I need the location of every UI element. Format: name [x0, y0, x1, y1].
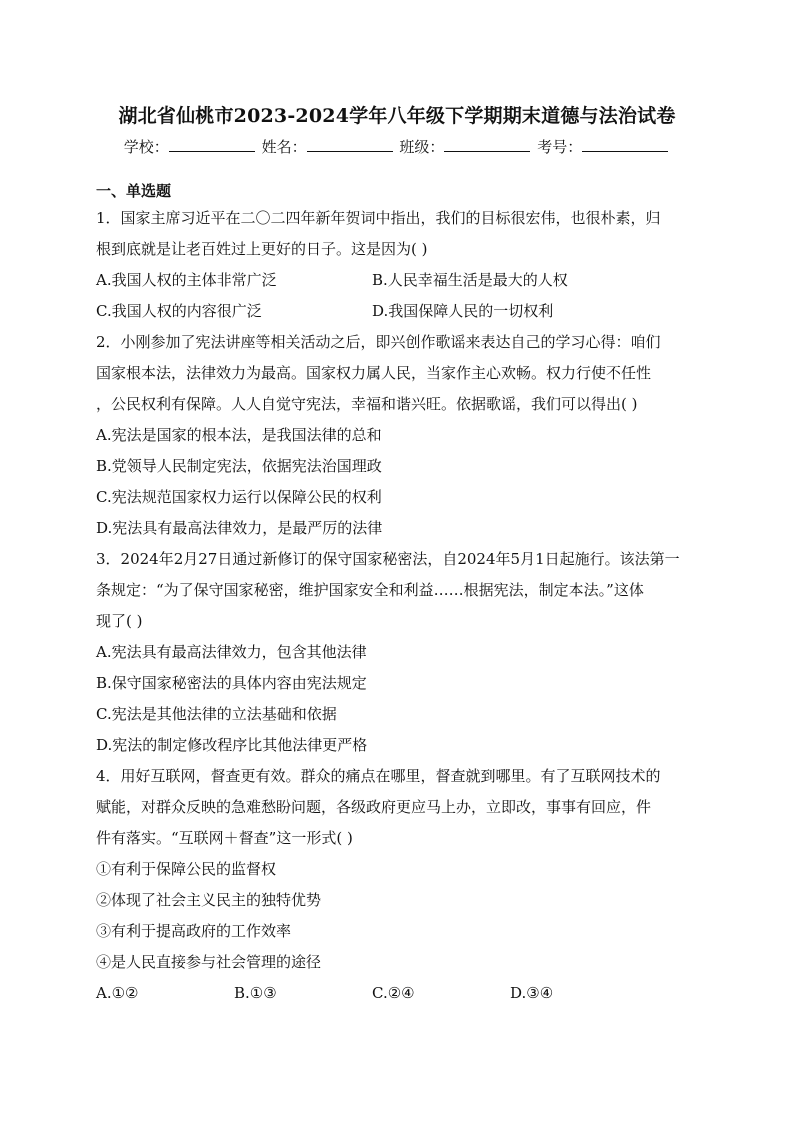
question-area — [96, 180, 702, 1009]
exam-number-label: 考号： — [537, 138, 583, 156]
question-4-stem-line: 件有落实。“互联网＋督查”这一形式( ) — [96, 829, 353, 847]
statement-1: ①有利于保障公民的监督权 — [96, 860, 277, 878]
option-c[interactable]: C.宪法是其他法律的立法基础和依据 — [96, 705, 337, 723]
question-2-stem-line: 国家根本法，法律效力为最高。国家权力属人民，当家作主心欢畅。权力行使不任性 — [96, 364, 652, 382]
option-c[interactable]: C.我国人权的内容很广泛 — [96, 302, 262, 320]
name-blank[interactable] — [307, 137, 393, 152]
class-label: 班级： — [399, 138, 445, 156]
question-3-stem-line: 3．2024年2月27日通过新修订的保守国家秘密法，自2024年5月1日起施行。该法第一 — [96, 550, 680, 568]
question-3-stem-line: 条规定：“为了保守国家秘密，维护国家安全和利益……根据宪法，制定本法。”这体 — [96, 581, 644, 599]
option-c[interactable]: C.宪法规范国家权力运行以保障公民的权利 — [96, 488, 382, 506]
question-4-stem-line: 赋能，对群众反映的急难愁盼问题，各级政府更应马上办，立即改，事事有回应，件 — [96, 798, 652, 816]
statement-4: ④是人民直接参与社会管理的途径 — [96, 953, 322, 971]
statement-3: ③有利于提高政府的工作效率 — [96, 922, 292, 940]
class-blank[interactable] — [444, 137, 530, 152]
student-info-row — [0, 136, 794, 157]
school-blank[interactable] — [169, 137, 255, 152]
question-2 — [96, 327, 702, 544]
name-label: 姓名： — [261, 138, 307, 156]
question-2-stem-line: 2．小刚参加了宪法讲座等相关活动之后，即兴创作歌谣来表达自己的学习心得：咱们 — [96, 333, 661, 351]
option-a[interactable]: A.宪法是国家的根本法，是我国法律的总和 — [96, 426, 382, 444]
question-1-options-row — [96, 296, 702, 327]
option-d[interactable]: D.③④ — [510, 984, 554, 1002]
question-2-stem-line: ，公民权利有保障。人人自觉守宪法，幸福和谐兴旺。依据歌谣，我们可以得出( ) — [96, 395, 638, 413]
question-3 — [96, 544, 702, 761]
option-a[interactable]: A.我国人权的主体非常广泛 — [96, 271, 277, 289]
question-4-stem-line: 4．用好互联网，督查更有效。群众的痛点在哪里，督查就到哪里。有了互联网技术的 — [96, 767, 661, 785]
question-1-stem-line: 1．国家主席习近平在二〇二四年新年贺词中指出，我们的目标很宏伟，也很朴素，归 — [96, 209, 661, 227]
option-c[interactable]: C.②④ — [372, 984, 415, 1002]
option-b[interactable]: B.党领导人民制定宪法，依据宪法治国理政 — [96, 457, 382, 475]
option-b[interactable]: B.人民幸福生活是最大的人权 — [372, 271, 568, 289]
option-b[interactable]: B.保守国家秘密法的具体内容由宪法规定 — [96, 674, 367, 692]
exam-title: 湖北省仙桃市2023-2024学年八年级下学期期末道德与法治试卷 — [118, 105, 676, 127]
option-a[interactable]: A.①② — [96, 984, 139, 1002]
question-1-options-row — [96, 265, 702, 296]
question-1 — [96, 203, 702, 327]
question-1-stem-line: 根到底就是让老百姓过上更好的日子。这是因为( ) — [96, 240, 428, 258]
option-d[interactable]: D.宪法的制定修改程序比其他法律更严格 — [96, 736, 368, 754]
option-d[interactable]: D.我国保障人民的一切权利 — [372, 302, 554, 320]
question-4-options-row — [96, 978, 702, 1009]
option-d[interactable]: D.宪法具有最高法律效力，是最严厉的法律 — [96, 519, 383, 537]
question-3-stem-line: 现了( ) — [96, 612, 143, 630]
school-label: 学校： — [123, 138, 169, 156]
option-a[interactable]: A.宪法具有最高法律效力，包含其他法律 — [96, 643, 367, 661]
option-b[interactable]: B.①③ — [234, 984, 277, 1002]
section-heading: 一、单选题 — [96, 182, 172, 200]
statement-2: ②体现了社会主义民主的独特优势 — [96, 891, 322, 909]
question-4 — [96, 761, 702, 1009]
exam-number-blank[interactable] — [582, 137, 668, 152]
